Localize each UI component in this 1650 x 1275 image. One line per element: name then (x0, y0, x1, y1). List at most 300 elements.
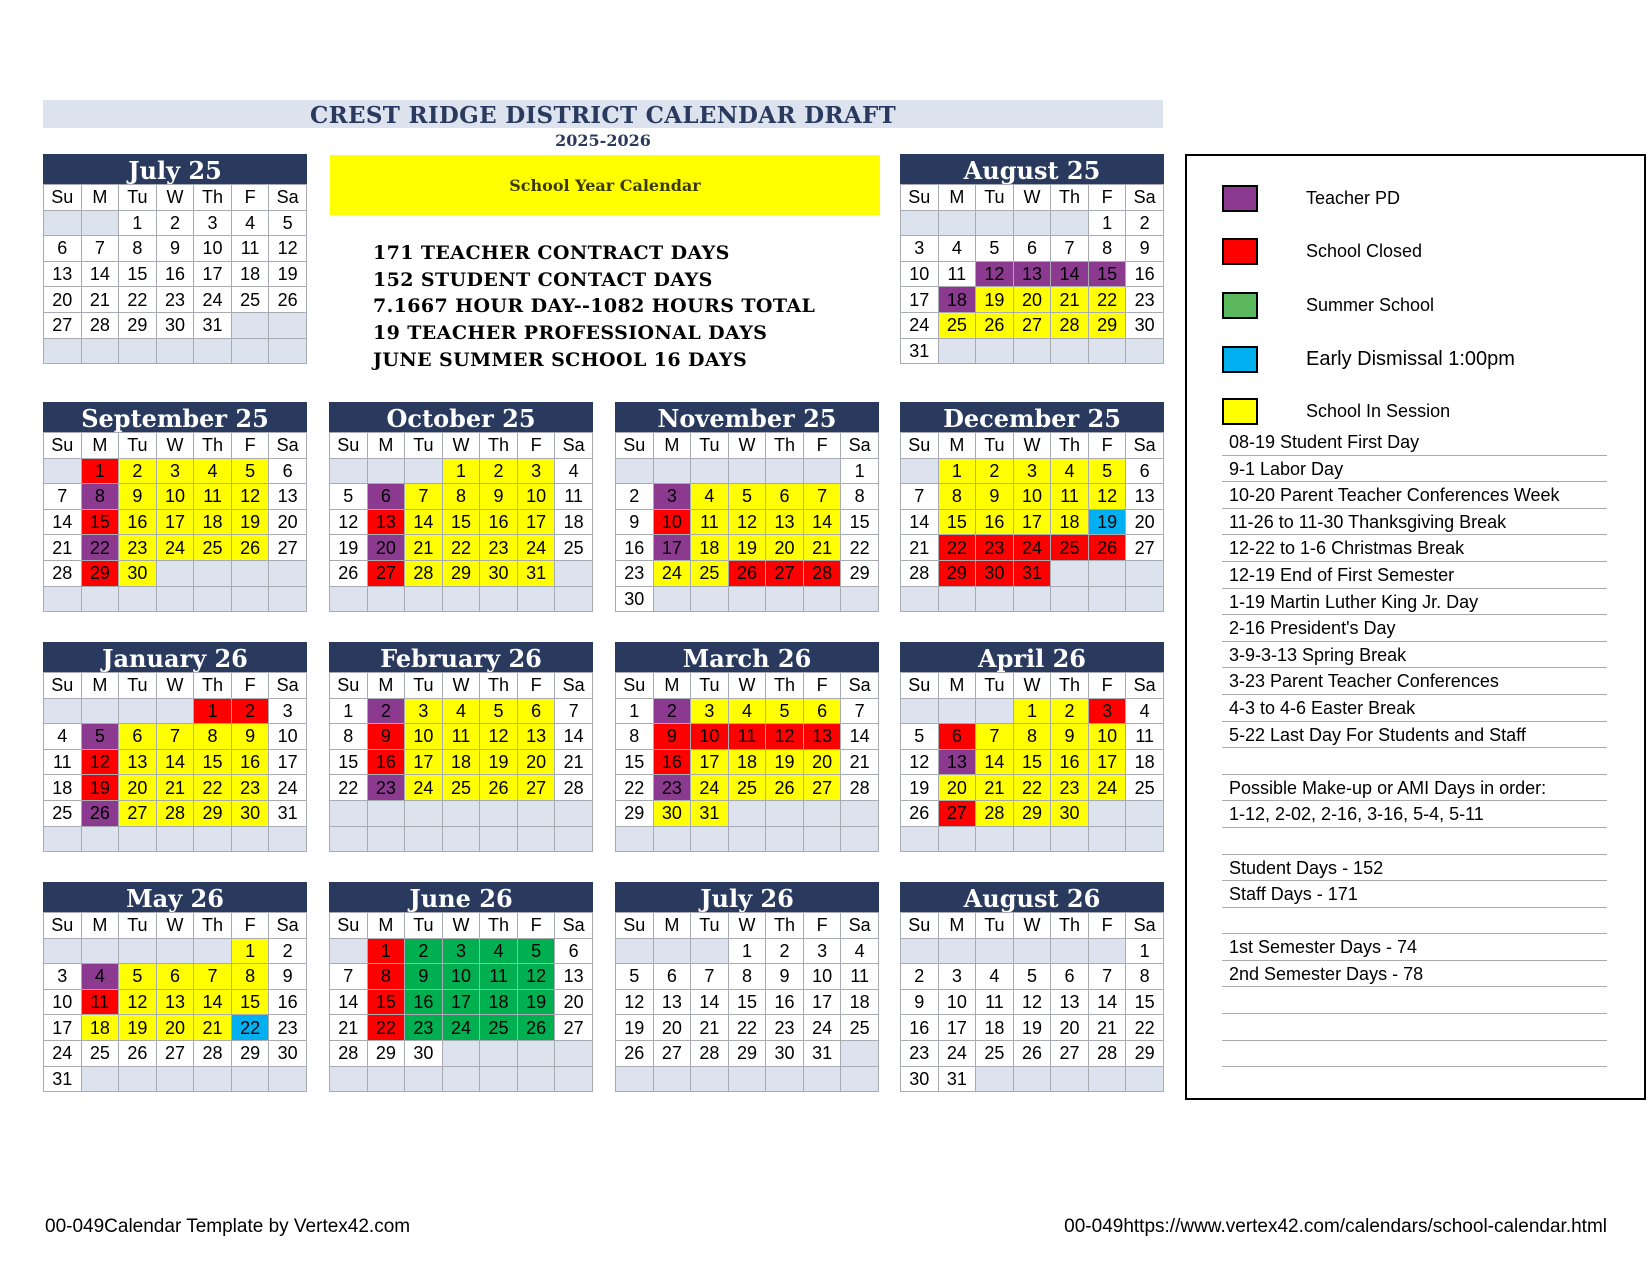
day-cell: 18 (194, 509, 232, 535)
day-cell: 17 (517, 509, 555, 535)
empty-cell (728, 826, 766, 852)
empty-cell (119, 1066, 157, 1092)
weekday-header: Tu (976, 433, 1014, 459)
day-cell: 17 (194, 261, 232, 287)
empty-cell (691, 1066, 729, 1092)
day-cell: 24 (1013, 535, 1051, 561)
empty-cell (81, 210, 119, 236)
day-cell: 22 (1088, 287, 1126, 313)
day-cell: 14 (405, 509, 443, 535)
day-cell: 5 (330, 484, 368, 510)
empty-cell (1051, 1066, 1089, 1092)
day-cell: 4 (480, 938, 518, 964)
month-calendar (900, 642, 1164, 852)
day-cell: 26 (269, 287, 307, 313)
legend-item-in-session (1222, 398, 1450, 425)
day-cell: 1 (1013, 698, 1051, 724)
empty-cell (728, 458, 766, 484)
day-cell: 22 (728, 1015, 766, 1041)
empty-cell (330, 586, 368, 612)
day-cell: 23 (480, 535, 518, 561)
empty-cell (231, 1066, 269, 1092)
day-cell: 9 (616, 509, 654, 535)
day-cell: 13 (367, 509, 405, 535)
empty-cell (616, 1066, 654, 1092)
note-line: Student Days - 152 (1222, 855, 1607, 882)
day-cell: 18 (442, 749, 480, 775)
day-cell: 18 (231, 261, 269, 287)
day-cell: 10 (156, 484, 194, 510)
empty-cell (442, 800, 480, 826)
day-cell: 6 (1051, 964, 1089, 990)
empty-cell (330, 458, 368, 484)
day-cell: 1 (1088, 210, 1126, 236)
day-cell: 23 (653, 775, 691, 801)
day-cell: 7 (81, 236, 119, 262)
day-cell: 11 (691, 509, 729, 535)
day-cell: 25 (480, 1015, 518, 1041)
legend-item-teacher-pd (1222, 185, 1400, 212)
note-line: 9-1 Labor Day (1222, 456, 1607, 483)
empty-cell (1013, 586, 1051, 612)
day-cell: 14 (803, 509, 841, 535)
weekday-header: Th (480, 433, 518, 459)
weekday-header: M (653, 433, 691, 459)
weekday-header: F (803, 673, 841, 699)
empty-cell (976, 586, 1014, 612)
empty-cell (517, 826, 555, 852)
day-cell: 18 (938, 287, 976, 313)
day-cell: 24 (1088, 775, 1126, 801)
legend-swatch (1222, 292, 1258, 319)
day-cell: 26 (231, 535, 269, 561)
weekday-header: Sa (1126, 185, 1164, 211)
day-cell: 24 (44, 1040, 82, 1066)
weekday-header: Th (1051, 673, 1089, 699)
empty-cell (938, 938, 976, 964)
legend-label: School In Session (1306, 401, 1451, 421)
day-cell: 15 (367, 989, 405, 1015)
day-cell: 21 (976, 775, 1014, 801)
day-cell: 18 (841, 989, 879, 1015)
day-cell: 14 (901, 509, 939, 535)
day-cell: 8 (728, 964, 766, 990)
day-cell: 11 (81, 989, 119, 1015)
weekday-header: W (156, 433, 194, 459)
day-cell: 21 (194, 1015, 232, 1041)
day-cell: 23 (616, 560, 654, 586)
day-cell: 8 (1013, 724, 1051, 750)
day-cell: 11 (44, 749, 82, 775)
day-cell: 20 (517, 749, 555, 775)
weekday-header: Sa (1126, 673, 1164, 699)
weekday-header: Su (901, 673, 939, 699)
weekday-header: W (1013, 673, 1051, 699)
empty-cell (231, 826, 269, 852)
day-cell: 5 (1013, 964, 1051, 990)
day-cell: 24 (517, 535, 555, 561)
empty-cell (841, 586, 879, 612)
empty-cell (156, 938, 194, 964)
weekday-header: Th (766, 673, 804, 699)
day-cell: 7 (1088, 964, 1126, 990)
legend-swatch (1222, 238, 1258, 265)
empty-cell (555, 800, 593, 826)
day-cell: 13 (119, 749, 157, 775)
day-cell: 11 (976, 989, 1014, 1015)
day-cell: 11 (194, 484, 232, 510)
month-title: September 25 (43, 402, 307, 432)
day-cell: 14 (330, 989, 368, 1015)
empty-cell (803, 826, 841, 852)
weekday-header: Th (1051, 433, 1089, 459)
day-cell: 28 (1088, 1040, 1126, 1066)
empty-cell (653, 826, 691, 852)
day-cell: 5 (728, 484, 766, 510)
weekday-header: Tu (119, 185, 157, 211)
day-cell: 25 (1126, 775, 1164, 801)
day-cell: 11 (480, 964, 518, 990)
empty-cell (1126, 560, 1164, 586)
day-cell: 5 (81, 724, 119, 750)
note-line: 12-19 End of First Semester (1222, 562, 1607, 589)
month-title: January 26 (43, 642, 307, 672)
weekday-header: Sa (841, 433, 879, 459)
day-cell: 3 (517, 458, 555, 484)
day-cell: 22 (367, 1015, 405, 1041)
day-cell: 10 (442, 964, 480, 990)
day-cell: 28 (1051, 312, 1089, 338)
empty-cell (691, 586, 729, 612)
weekday-header: Th (194, 673, 232, 699)
day-cell: 14 (555, 724, 593, 750)
day-cell: 16 (1051, 749, 1089, 775)
day-cell: 31 (938, 1066, 976, 1092)
weekday-header: Sa (269, 433, 307, 459)
weekday-header: Tu (119, 913, 157, 939)
note-line (1222, 828, 1607, 855)
weekday-header: Su (44, 673, 82, 699)
day-cell: 20 (938, 775, 976, 801)
day-cell: 17 (1013, 509, 1051, 535)
day-cell: 15 (1013, 749, 1051, 775)
day-cell: 10 (653, 509, 691, 535)
day-cell: 16 (269, 989, 307, 1015)
day-cell: 10 (517, 484, 555, 510)
empty-cell (480, 586, 518, 612)
day-cell: 10 (938, 989, 976, 1015)
empty-cell (367, 1066, 405, 1092)
empty-cell (1088, 826, 1126, 852)
day-cell: 2 (653, 698, 691, 724)
day-cell: 6 (653, 964, 691, 990)
day-cell: 31 (194, 312, 232, 338)
day-cell: 13 (517, 724, 555, 750)
empty-cell (119, 698, 157, 724)
empty-cell (1126, 826, 1164, 852)
weekday-header: Sa (841, 913, 879, 939)
empty-cell (442, 1040, 480, 1066)
day-cell: 29 (616, 800, 654, 826)
legend-swatch (1222, 185, 1258, 212)
day-cell: 19 (81, 775, 119, 801)
day-cell: 30 (1051, 800, 1089, 826)
day-cell: 14 (976, 749, 1014, 775)
day-cell: 18 (81, 1015, 119, 1041)
empty-cell (119, 938, 157, 964)
day-cell: 19 (976, 287, 1014, 313)
day-cell: 19 (728, 535, 766, 561)
weekday-header: Sa (1126, 433, 1164, 459)
weekday-header: M (81, 913, 119, 939)
day-cell: 8 (442, 484, 480, 510)
weekday-header: F (231, 185, 269, 211)
day-cell: 24 (269, 775, 307, 801)
weekday-header: Tu (976, 185, 1014, 211)
day-cell: 19 (480, 749, 518, 775)
empty-cell (1051, 826, 1089, 852)
day-cell: 24 (938, 1040, 976, 1066)
empty-cell (44, 826, 82, 852)
day-cell: 30 (616, 586, 654, 612)
day-cell: 31 (517, 560, 555, 586)
empty-cell (480, 1066, 518, 1092)
day-cell: 31 (901, 338, 939, 364)
day-cell: 15 (1088, 261, 1126, 287)
day-cell: 19 (901, 775, 939, 801)
day-cell: 11 (1051, 484, 1089, 510)
day-cell: 22 (81, 535, 119, 561)
empty-cell (616, 938, 654, 964)
empty-cell (405, 458, 443, 484)
month-calendar (43, 154, 307, 364)
day-cell: 20 (119, 775, 157, 801)
day-cell: 31 (269, 800, 307, 826)
day-cell: 12 (901, 749, 939, 775)
empty-cell (728, 586, 766, 612)
empty-cell (44, 210, 82, 236)
weekday-header: Th (194, 433, 232, 459)
legend-swatch (1222, 398, 1258, 425)
day-cell: 23 (367, 775, 405, 801)
day-cell: 31 (44, 1066, 82, 1092)
day-cell: 14 (194, 989, 232, 1015)
day-cell: 29 (81, 560, 119, 586)
month-calendar (43, 642, 307, 852)
empty-cell (803, 586, 841, 612)
weekday-header: F (231, 913, 269, 939)
month-title: June 26 (329, 882, 593, 912)
day-cell: 1 (728, 938, 766, 964)
empty-cell (653, 938, 691, 964)
day-cell: 29 (938, 560, 976, 586)
empty-cell (194, 338, 232, 364)
day-cell: 12 (1013, 989, 1051, 1015)
day-cell: 26 (976, 312, 1014, 338)
weekday-header: Tu (119, 673, 157, 699)
day-cell: 25 (555, 535, 593, 561)
day-cell: 26 (616, 1040, 654, 1066)
day-cell: 16 (156, 261, 194, 287)
day-cell: 14 (156, 749, 194, 775)
day-cell: 6 (803, 698, 841, 724)
day-cell: 21 (1051, 287, 1089, 313)
day-cell: 8 (81, 484, 119, 510)
day-cell: 8 (1126, 964, 1164, 990)
day-cell: 30 (480, 560, 518, 586)
empty-cell (1126, 800, 1164, 826)
day-cell: 27 (156, 1040, 194, 1066)
empty-cell (976, 1066, 1014, 1092)
empty-cell (231, 338, 269, 364)
month-calendar (615, 882, 879, 1092)
weekday-header: Sa (269, 185, 307, 211)
day-cell: 27 (938, 800, 976, 826)
day-cell: 15 (442, 509, 480, 535)
day-cell: 21 (81, 287, 119, 313)
empty-cell (81, 698, 119, 724)
empty-cell (901, 586, 939, 612)
empty-cell (480, 1040, 518, 1066)
day-cell: 20 (44, 287, 82, 313)
day-cell: 19 (517, 989, 555, 1015)
day-cell: 25 (841, 1015, 879, 1041)
day-cell: 17 (1088, 749, 1126, 775)
day-cell: 26 (901, 800, 939, 826)
day-cell: 9 (976, 484, 1014, 510)
month-calendar (329, 882, 593, 1092)
day-cell: 3 (691, 698, 729, 724)
weekday-header: Sa (555, 433, 593, 459)
empty-cell (367, 586, 405, 612)
weekday-header: Tu (976, 913, 1014, 939)
day-cell: 5 (766, 698, 804, 724)
day-cell: 27 (44, 312, 82, 338)
month-calendar (43, 882, 307, 1092)
day-cell: 2 (480, 458, 518, 484)
day-cell: 20 (653, 1015, 691, 1041)
day-cell: 27 (367, 560, 405, 586)
empty-cell (803, 458, 841, 484)
note-line (1222, 1014, 1607, 1041)
day-cell: 24 (901, 312, 939, 338)
day-cell: 27 (1126, 535, 1164, 561)
day-cell: 25 (691, 560, 729, 586)
empty-cell (156, 338, 194, 364)
day-cell: 15 (231, 989, 269, 1015)
empty-cell (555, 586, 593, 612)
day-cell: 3 (901, 236, 939, 262)
day-cell: 28 (44, 560, 82, 586)
day-cell: 26 (81, 800, 119, 826)
weekday-header: Sa (269, 673, 307, 699)
weekday-header: M (653, 673, 691, 699)
weekday-header: Th (766, 913, 804, 939)
day-cell: 12 (976, 261, 1014, 287)
day-cell: 19 (269, 261, 307, 287)
empty-cell (442, 1066, 480, 1092)
weekday-header: F (1088, 185, 1126, 211)
day-cell: 10 (405, 724, 443, 750)
day-cell: 16 (405, 989, 443, 1015)
day-cell: 23 (269, 1015, 307, 1041)
day-cell: 1 (367, 938, 405, 964)
day-cell: 7 (555, 698, 593, 724)
empty-cell (269, 586, 307, 612)
day-cell: 6 (517, 698, 555, 724)
day-cell: 24 (691, 775, 729, 801)
note-line: 2nd Semester Days - 78 (1222, 961, 1607, 988)
day-cell: 4 (442, 698, 480, 724)
weekday-header: M (81, 673, 119, 699)
empty-cell (442, 586, 480, 612)
weekday-header: Su (616, 433, 654, 459)
weekday-header: Su (330, 673, 368, 699)
weekday-header: F (231, 673, 269, 699)
day-cell: 8 (194, 724, 232, 750)
day-cell: 22 (1013, 775, 1051, 801)
day-cell: 18 (728, 749, 766, 775)
day-cell: 25 (938, 312, 976, 338)
weekday-header: M (81, 185, 119, 211)
day-cell: 28 (194, 1040, 232, 1066)
empty-cell (194, 586, 232, 612)
month-title: March 26 (615, 642, 879, 672)
empty-cell (901, 826, 939, 852)
day-cell: 7 (901, 484, 939, 510)
weekday-header: Th (194, 185, 232, 211)
weekday-header: M (938, 433, 976, 459)
day-cell: 10 (44, 989, 82, 1015)
empty-cell (901, 938, 939, 964)
empty-cell (1088, 800, 1126, 826)
empty-cell (367, 826, 405, 852)
day-cell: 16 (480, 509, 518, 535)
empty-cell (841, 826, 879, 852)
note-line (1222, 987, 1607, 1014)
weekday-header: Su (44, 185, 82, 211)
day-cell: 20 (1126, 509, 1164, 535)
day-cell: 26 (330, 560, 368, 586)
empty-cell (1051, 586, 1089, 612)
day-cell: 21 (44, 535, 82, 561)
day-cell: 8 (231, 964, 269, 990)
day-cell: 29 (1013, 800, 1051, 826)
day-cell: 27 (1051, 1040, 1089, 1066)
weekday-header: Tu (405, 913, 443, 939)
day-cell: 31 (803, 1040, 841, 1066)
day-cell: 25 (1051, 535, 1089, 561)
day-cell: 21 (405, 535, 443, 561)
day-cell: 19 (231, 509, 269, 535)
day-cell: 7 (841, 698, 879, 724)
day-cell: 6 (938, 724, 976, 750)
day-cell: 26 (517, 1015, 555, 1041)
day-cell: 18 (44, 775, 82, 801)
month-title: April 26 (900, 642, 1164, 672)
empty-cell (269, 338, 307, 364)
day-cell: 26 (766, 775, 804, 801)
note-line: Possible Make-up or AMI Days in order: (1222, 775, 1607, 802)
day-cell: 1 (616, 698, 654, 724)
empty-cell (653, 1066, 691, 1092)
weekday-header: M (367, 913, 405, 939)
note-line: 4-3 to 4-6 Easter Break (1222, 695, 1607, 722)
day-cell: 28 (330, 1040, 368, 1066)
note-line: 1st Semester Days - 74 (1222, 934, 1607, 961)
day-cell: 30 (976, 560, 1014, 586)
day-cell: 12 (119, 989, 157, 1015)
